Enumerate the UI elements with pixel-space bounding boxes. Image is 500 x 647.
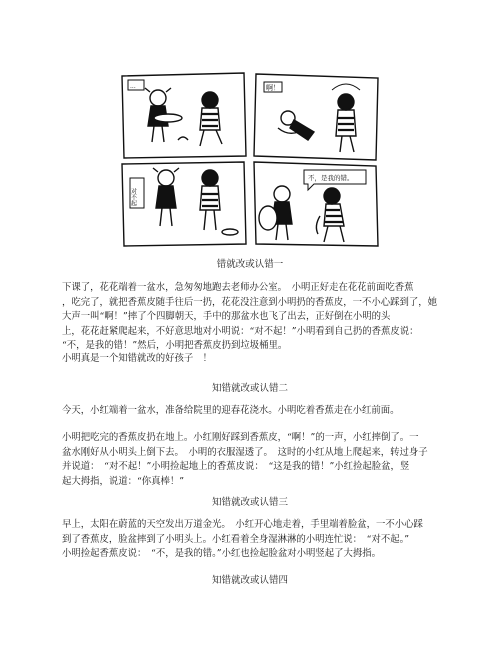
section-title-3: 知错就改或认错三 — [211, 497, 288, 508]
section-1-paragraph-2 — [62, 352, 440, 367]
section-2-paragraph-2 — [62, 431, 440, 489]
panel4-bubble-text: 不，是我的错。 — [308, 174, 354, 182]
text-line: “不，是我的错！”然后，小明把香蕉皮扔到垃圾桶里。 — [62, 340, 288, 351]
text-line: ，吃完了，就把香蕉皮随手往后一扔，花花没注意到小明扔的香蕉皮，一不小心踩到了，她 — [62, 296, 438, 308]
text-line: 今天，小红端着一盆水，准备给院里的迎春花浇水。小明吃着香蕉走在小红前面。 — [62, 405, 400, 416]
section-3-paragraph-1 — [62, 518, 440, 562]
text-line: 到了香蕉皮，脸盆摔到了小明头上。小红看着全身湿淋淋的小明连忙说： “对不起。” — [62, 533, 410, 545]
panel3-sign-text: 对不起 — [129, 188, 137, 206]
text-line: 大声一叫“啊！”摔了个四脚朝天，手中的那盆水也飞了出去，正好倒在小明的头 — [62, 311, 391, 322]
comic-panel-3 — [122, 162, 246, 246]
comic-panel-2 — [254, 74, 378, 160]
section-title-2: 知错就改或认错二 — [211, 383, 288, 394]
section-title-1: 错就改或认错一 — [216, 259, 284, 270]
comic-panel-4 — [254, 162, 378, 246]
text-line: 下课了，花花端着一盆水，急匆匆地跑去老师办公室。 小明正好走在花花前面吃香蕉 — [62, 282, 414, 293]
panel1-sign-text: ... — [130, 83, 136, 90]
section-2-paragraph-1 — [62, 404, 440, 419]
text-line: 小明真是一个知错就改的好孩子 ！ — [62, 353, 213, 364]
section-1-paragraph-1 — [62, 281, 440, 354]
comic-illustration — [118, 70, 382, 248]
text-line: 早上，太阳在蔚蓝的天空发出万道金光。 小红开心地走着，手里端着脸盆，一不小心踩 — [62, 519, 423, 530]
text-line: 盆水刚好从小明头上倒下去。 小明的衣服湿透了。 这时的小红从地上爬起来，转过身子 — [62, 446, 428, 458]
comic-drawing — [118, 70, 382, 248]
text-line: 小明捡起香蕉皮说： “不，是我的错。”小红也捡起脸盆对小明竖起了大拇指。 — [62, 548, 381, 559]
text-line: 起大拇指，说道：“你真棒！” — [62, 475, 185, 487]
text-line: 并说道： “对不起！”小明捡起地上的香蕉皮说： “这是我的错！”小红捡起脸盆，竖 — [62, 461, 410, 472]
text-line: 小明把吃完的香蕉皮扔在地上。小红刚好踩到香蕉皮，“啊！”的一声，小红摔倒了。一 — [62, 432, 419, 443]
text-line: 上，花花赶紧爬起来，不好意思地对小明说：“对不起！”小明看到自己扔的香蕉皮说： — [62, 325, 419, 337]
panel2-sign-text: 啊！ — [266, 84, 280, 92]
comic-panel-1 — [122, 73, 246, 158]
section-title-4: 知错就改或认错四 — [211, 575, 288, 586]
